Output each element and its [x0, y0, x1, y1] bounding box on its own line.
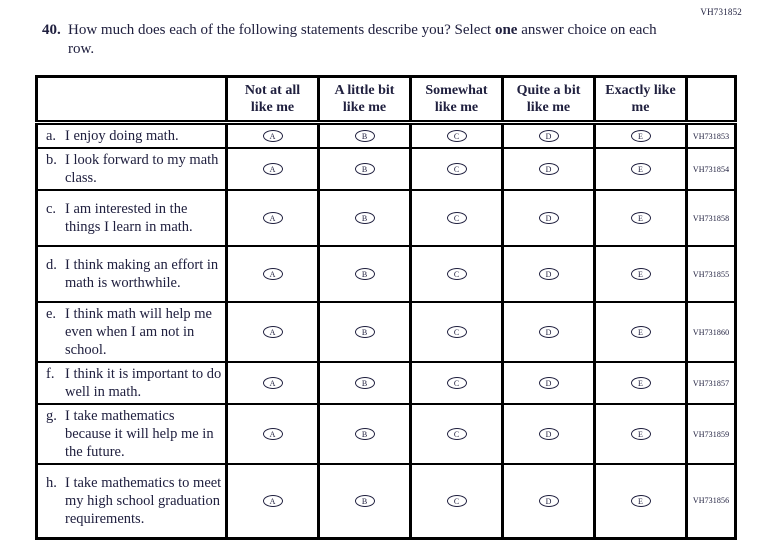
- column-header-not-at-all: Not at all like me: [227, 77, 319, 123]
- answer-cell: [411, 302, 503, 362]
- answer-cell: [319, 246, 411, 302]
- column-header-somewhat: Somewhat like me: [411, 77, 503, 123]
- statement-cell: [37, 190, 227, 246]
- statement-cell: [37, 404, 227, 464]
- column-header-exactly-like: Exactly like me: [595, 77, 687, 123]
- answer-cell: [503, 123, 595, 149]
- answer-cell: [411, 148, 503, 190]
- answer-bubble-d[interactable]: D: [539, 495, 559, 507]
- row-statement-text: I think it is important to do well in math.: [65, 366, 222, 400]
- answer-bubble-b[interactable]: B: [355, 212, 375, 224]
- answer-cell: [595, 246, 687, 302]
- answer-bubble-d[interactable]: D: [539, 428, 559, 440]
- survey-table-row: [37, 190, 736, 246]
- question-number: 40.: [42, 22, 61, 38]
- row-code: VH731853: [687, 123, 736, 149]
- answer-bubble-a[interactable]: A: [263, 326, 283, 338]
- answer-cell: [503, 148, 595, 190]
- answer-cell: [227, 404, 319, 464]
- answer-cell: [319, 302, 411, 362]
- row-letter: h.: [46, 474, 57, 491]
- survey-table-row: [37, 404, 736, 464]
- answer-cell: [595, 404, 687, 464]
- answer-cell: [319, 464, 411, 538]
- answer-cell: [227, 123, 319, 149]
- answer-cell: [319, 362, 411, 404]
- answer-bubble-e[interactable]: E: [631, 212, 651, 224]
- answer-bubble-c[interactable]: C: [447, 428, 467, 440]
- answer-bubble-c[interactable]: C: [447, 377, 467, 389]
- row-letter: b.: [46, 152, 57, 168]
- row-statement-text: I think math will help me even when I am not in school.: [65, 306, 212, 358]
- row-code: VH731855: [687, 246, 736, 302]
- answer-bubble-d[interactable]: D: [539, 163, 559, 175]
- question-text-end: answer choice on each row.: [68, 22, 657, 57]
- answer-cell: [411, 464, 503, 538]
- answer-bubble-a[interactable]: A: [263, 130, 283, 142]
- row-statement-text: I am interested in the things I learn in math.: [65, 201, 193, 235]
- question-text-bold-word: one: [494, 22, 518, 38]
- answer-bubble-d[interactable]: D: [539, 268, 559, 280]
- survey-table-row: [37, 302, 736, 362]
- statement-column-header: [37, 77, 227, 123]
- answer-cell: [227, 464, 319, 538]
- answer-bubble-c[interactable]: C: [447, 130, 467, 142]
- answer-cell: [595, 464, 687, 538]
- row-code: VH731859: [687, 404, 736, 464]
- code-column-header: [687, 77, 736, 123]
- answer-cell: [319, 190, 411, 246]
- row-letter: a.: [46, 128, 57, 144]
- answer-bubble-e[interactable]: E: [631, 495, 651, 507]
- answer-bubble-c[interactable]: C: [447, 163, 467, 175]
- survey-rows: [37, 123, 736, 539]
- answer-cell: [595, 362, 687, 404]
- statement-cell: [37, 302, 227, 362]
- row-code: VH731857: [687, 362, 736, 404]
- answer-cell: [503, 464, 595, 538]
- answer-cell: [503, 362, 595, 404]
- answer-bubble-b[interactable]: B: [355, 130, 375, 142]
- answer-cell: [227, 302, 319, 362]
- row-statement-text: I think making an effort in math is worthwhile.: [65, 257, 219, 291]
- answer-cell: [411, 123, 503, 149]
- answer-cell: [503, 246, 595, 302]
- form-code-top-right: VH731852: [700, 7, 742, 17]
- answer-cell: [411, 362, 503, 404]
- answer-cell: [503, 190, 595, 246]
- answer-bubble-a[interactable]: A: [263, 163, 283, 175]
- answer-bubble-b[interactable]: B: [355, 163, 375, 175]
- row-letter: c.: [46, 201, 57, 217]
- answer-bubble-c[interactable]: C: [447, 212, 467, 224]
- row-letter: d.: [46, 257, 57, 273]
- row-statement-text: I take mathematics because it will help me in the future.: [65, 408, 214, 460]
- answer-bubble-d[interactable]: D: [539, 212, 559, 224]
- row-letter: g.: [46, 408, 57, 424]
- statement-cell: [37, 362, 227, 404]
- answer-bubble-e[interactable]: E: [631, 130, 651, 142]
- row-code: VH731856: [687, 464, 736, 538]
- answer-bubble-c[interactable]: C: [447, 326, 467, 338]
- answer-bubble-e[interactable]: E: [631, 377, 651, 389]
- column-header-a-little-bit: A little bit like me: [319, 77, 411, 123]
- answer-bubble-a[interactable]: A: [263, 268, 283, 280]
- answer-bubble-e[interactable]: E: [631, 428, 651, 440]
- answer-cell: [411, 246, 503, 302]
- answer-cell: [319, 148, 411, 190]
- row-statement-text: I take mathematics to meet my high school graduation requirements.: [65, 474, 222, 527]
- answer-bubble-b[interactable]: B: [355, 326, 375, 338]
- answer-bubble-e[interactable]: E: [631, 268, 651, 280]
- column-header-quite-a-bit: Quite a bit like me: [503, 77, 595, 123]
- statement-cell: [37, 464, 227, 538]
- answer-cell: [319, 404, 411, 464]
- answer-bubble-a[interactable]: A: [263, 377, 283, 389]
- answer-bubble-a[interactable]: A: [263, 428, 283, 440]
- answer-cell: [595, 190, 687, 246]
- answer-cell: [411, 404, 503, 464]
- answer-cell: [319, 123, 411, 149]
- answer-bubble-d[interactable]: D: [539, 130, 559, 142]
- answer-bubble-b[interactable]: B: [355, 377, 375, 389]
- question-text-start: How much does each of the following statements describe you? Select: [68, 22, 495, 38]
- answer-bubble-a[interactable]: A: [263, 495, 283, 507]
- question-text: [68, 21, 668, 59]
- survey-table-row: [37, 362, 736, 404]
- survey-table-row: [37, 123, 736, 149]
- row-code: VH731858: [687, 190, 736, 246]
- answer-bubble-b[interactable]: B: [355, 495, 375, 507]
- row-statement-text: I look forward to my math class.: [65, 152, 219, 186]
- answer-cell: [503, 404, 595, 464]
- answer-bubble-e[interactable]: E: [631, 326, 651, 338]
- answer-cell: [595, 123, 687, 149]
- answer-cell: [227, 246, 319, 302]
- answer-cell: [227, 362, 319, 404]
- answer-bubble-b[interactable]: B: [355, 428, 375, 440]
- answer-cell: [595, 302, 687, 362]
- answer-cell: [411, 190, 503, 246]
- survey-table-row: [37, 464, 736, 538]
- statement-cell: [37, 148, 227, 190]
- question-block: [42, 21, 682, 59]
- answer-bubble-d[interactable]: D: [539, 326, 559, 338]
- answer-bubble-c[interactable]: C: [447, 495, 467, 507]
- row-statement-text: I enjoy doing math.: [65, 128, 179, 144]
- survey-table-row: [37, 148, 736, 190]
- row-letter: f.: [46, 366, 55, 382]
- survey-table-row: [37, 246, 736, 302]
- answer-cell: [227, 190, 319, 246]
- answer-bubble-c[interactable]: C: [447, 268, 467, 280]
- row-letter: e.: [46, 306, 57, 322]
- answer-bubble-e[interactable]: E: [631, 163, 651, 175]
- row-code: VH731854: [687, 148, 736, 190]
- answer-bubble-b[interactable]: B: [355, 268, 375, 280]
- row-code: VH731860: [687, 302, 736, 362]
- answer-cell: [503, 302, 595, 362]
- answer-bubble-a[interactable]: A: [263, 212, 283, 224]
- answer-bubble-d[interactable]: D: [539, 377, 559, 389]
- answer-cell: [595, 148, 687, 190]
- answer-cell: [227, 148, 319, 190]
- statement-cell: [37, 246, 227, 302]
- statement-cell: [37, 123, 227, 149]
- header-row: [37, 77, 736, 123]
- survey-table: [35, 75, 737, 540]
